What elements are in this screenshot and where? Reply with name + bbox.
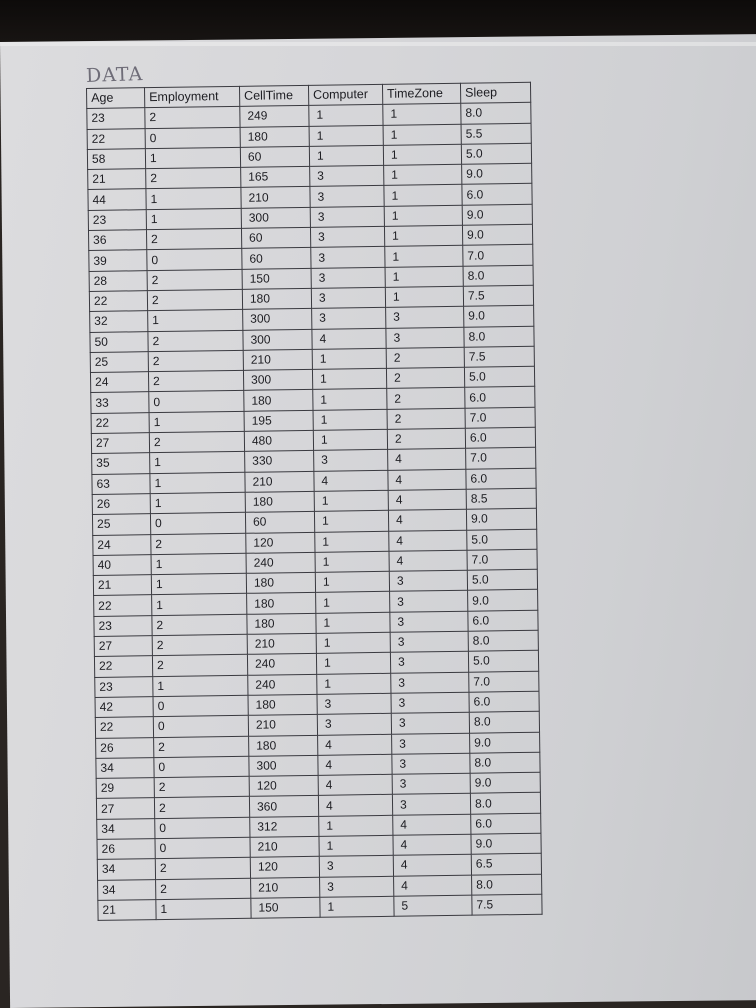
- cell-sleep: 5.0: [468, 651, 538, 672]
- cell-age: 22: [94, 595, 152, 616]
- cell-age: 23: [87, 108, 145, 129]
- cell-age: 34: [96, 757, 154, 778]
- cell-age: 58: [87, 149, 145, 170]
- cell-celltime: 240: [248, 674, 317, 695]
- cell-celltime: 210: [245, 471, 314, 492]
- cell-computer: 1: [319, 835, 393, 856]
- cell-computer: 3: [311, 287, 385, 308]
- cell-timezone: 1: [383, 104, 461, 125]
- cell-celltime: 180: [247, 613, 316, 634]
- cell-age: 50: [90, 331, 148, 352]
- cell-sleep: 9.0: [471, 833, 541, 854]
- cell-sleep: 8.0: [469, 711, 539, 732]
- cell-celltime: 180: [246, 572, 315, 593]
- cell-computer: 3: [311, 247, 385, 268]
- cell-employment: 2: [147, 269, 242, 291]
- cell-sleep: 5.0: [467, 529, 537, 550]
- cell-age: 33: [91, 392, 149, 413]
- cell-sleep: 6.0: [469, 691, 539, 712]
- cell-computer: 1: [309, 125, 383, 146]
- cell-computer: 4: [312, 328, 386, 349]
- cell-employment: 1: [150, 452, 245, 474]
- cell-age: 22: [87, 128, 145, 149]
- cell-age: 21: [88, 169, 146, 190]
- cell-employment: 1: [150, 472, 245, 494]
- cell-sleep: 7.0: [465, 407, 535, 428]
- cell-computer: 4: [318, 774, 392, 795]
- cell-celltime: 195: [244, 410, 313, 431]
- cell-computer: 1: [315, 531, 389, 552]
- cell-computer: 4: [318, 754, 392, 775]
- cell-employment: 0: [155, 817, 250, 839]
- cell-employment: 2: [156, 878, 251, 900]
- cell-employment: 0: [153, 715, 248, 737]
- cell-timezone: 4: [389, 550, 467, 571]
- cell-age: 32: [90, 311, 148, 332]
- cell-employment: 1: [151, 573, 246, 595]
- cell-celltime: 249: [240, 106, 309, 127]
- cell-celltime: 60: [242, 248, 311, 269]
- cell-celltime: 210: [247, 633, 316, 654]
- cell-timezone: 3: [386, 307, 464, 328]
- cell-computer: 3: [310, 206, 384, 227]
- cell-timezone: 4: [388, 449, 466, 470]
- cell-computer: 3: [314, 450, 388, 471]
- cell-sleep: 9.0: [468, 590, 538, 611]
- cell-sleep: 6.0: [466, 468, 536, 489]
- cell-employment: 1: [146, 208, 241, 230]
- cell-computer: 1: [316, 632, 390, 653]
- cell-computer: 1: [313, 429, 387, 450]
- cell-computer: 4: [318, 795, 392, 816]
- cell-employment: 1: [151, 553, 246, 575]
- cell-employment: 0: [150, 513, 245, 535]
- cell-celltime: 210: [241, 187, 310, 208]
- cell-timezone: 1: [385, 266, 463, 287]
- cell-timezone: 3: [392, 733, 470, 754]
- cell-celltime: 300: [243, 370, 312, 391]
- header-sleep: Sleep: [460, 82, 530, 103]
- cell-computer: 3: [310, 166, 384, 187]
- cell-computer: 4: [314, 470, 388, 491]
- cell-computer: 1: [314, 511, 388, 532]
- cell-age: 24: [90, 372, 148, 393]
- cell-employment: 0: [149, 391, 244, 413]
- cell-age: 29: [96, 778, 154, 799]
- cell-celltime: 180: [245, 491, 314, 512]
- cell-sleep: 6.0: [465, 387, 535, 408]
- cell-computer: 1: [314, 490, 388, 511]
- cell-sleep: 9.0: [462, 224, 532, 245]
- cell-timezone: 2: [386, 367, 464, 388]
- cell-age: 21: [93, 575, 151, 596]
- cell-sleep: 5.0: [464, 366, 534, 387]
- cell-timezone: 3: [390, 611, 468, 632]
- cell-employment: 1: [149, 411, 244, 433]
- cell-computer: 1: [316, 592, 390, 613]
- cell-age: 39: [89, 250, 147, 271]
- cell-employment: 2: [152, 655, 247, 677]
- cell-sleep: 6.5: [471, 853, 541, 874]
- cell-celltime: 180: [247, 593, 316, 614]
- cell-age: 36: [88, 230, 146, 251]
- cell-celltime: 180: [240, 126, 309, 147]
- cell-celltime: 312: [250, 816, 319, 837]
- cell-timezone: 3: [390, 631, 468, 652]
- cell-age: 27: [94, 636, 152, 657]
- cell-celltime: 180: [249, 735, 318, 756]
- cell-celltime: 240: [246, 552, 315, 573]
- table-body: [87, 103, 542, 921]
- cell-computer: 3: [312, 308, 386, 329]
- cell-age: 26: [96, 737, 154, 758]
- cell-age: 28: [89, 270, 147, 291]
- cell-timezone: 1: [384, 164, 462, 185]
- cell-celltime: 165: [241, 167, 310, 188]
- cell-sleep: 7.0: [469, 671, 539, 692]
- cell-employment: 2: [147, 289, 242, 311]
- cell-timezone: 4: [388, 469, 466, 490]
- cell-timezone: 2: [387, 408, 465, 429]
- cell-employment: 0: [153, 695, 248, 717]
- cell-sleep: 8.0: [470, 793, 540, 814]
- cell-sleep: 9.0: [466, 508, 536, 529]
- cell-employment: 1: [148, 310, 243, 332]
- cell-timezone: 4: [393, 834, 471, 855]
- cell-employment: 2: [151, 533, 246, 555]
- cell-employment: 0: [145, 127, 240, 149]
- cell-computer: 1: [312, 368, 386, 389]
- cell-timezone: 4: [389, 530, 467, 551]
- cell-age: 22: [94, 656, 152, 677]
- cell-sleep: 7.5: [464, 346, 534, 367]
- cell-age: 27: [91, 433, 149, 454]
- cell-age: 40: [93, 554, 151, 575]
- cell-employment: 1: [145, 147, 240, 169]
- cell-computer: 1: [320, 896, 394, 917]
- cell-employment: 0: [155, 837, 250, 859]
- cell-celltime: 120: [249, 775, 318, 796]
- cell-age: 23: [94, 615, 152, 636]
- cell-employment: 2: [149, 431, 244, 453]
- header-employment: Employment: [145, 86, 240, 108]
- cell-employment: 2: [146, 168, 241, 190]
- cell-age: 22: [91, 412, 149, 433]
- cell-celltime: 300: [241, 207, 310, 228]
- cell-timezone: 3: [392, 753, 470, 774]
- cell-sleep: 8.0: [468, 630, 538, 651]
- cell-sleep: 7.0: [466, 448, 536, 469]
- cell-sleep: 7.5: [463, 285, 533, 306]
- cell-celltime: 60: [241, 227, 310, 248]
- cell-timezone: 3: [391, 692, 469, 713]
- cell-celltime: 210: [250, 836, 319, 857]
- cell-celltime: 120: [246, 532, 315, 553]
- cell-employment: 2: [152, 614, 247, 636]
- cell-celltime: 330: [245, 451, 314, 472]
- cell-employment: 2: [152, 634, 247, 656]
- cell-computer: 3: [319, 856, 393, 877]
- cell-employment: 2: [145, 107, 240, 129]
- cell-celltime: 300: [243, 309, 312, 330]
- cell-timezone: 1: [384, 225, 462, 246]
- header-computer: Computer: [308, 84, 382, 105]
- cell-employment: 2: [154, 797, 249, 819]
- cell-celltime: 360: [249, 796, 318, 817]
- cell-computer: 1: [319, 815, 393, 836]
- cell-computer: 1: [312, 348, 386, 369]
- data-table: [86, 82, 543, 921]
- cell-age: 23: [95, 676, 153, 697]
- cell-sleep: 6.0: [468, 610, 538, 631]
- cell-timezone: 1: [385, 246, 463, 267]
- cell-celltime: 300: [249, 755, 318, 776]
- header-age: Age: [87, 88, 145, 109]
- cell-age: 34: [97, 818, 155, 839]
- cell-timezone: 1: [384, 205, 462, 226]
- cell-sleep: 9.0: [462, 163, 532, 184]
- cell-employment: 1: [153, 675, 248, 697]
- cell-computer: 1: [316, 612, 390, 633]
- cell-timezone: 3: [390, 652, 468, 673]
- cell-computer: 1: [316, 653, 390, 674]
- cell-celltime: 240: [247, 654, 316, 675]
- cell-timezone: 4: [393, 814, 471, 835]
- cell-employment: 0: [154, 756, 249, 778]
- cell-age: 63: [92, 473, 150, 494]
- cell-age: 34: [97, 859, 155, 880]
- data-table-container: [86, 82, 543, 921]
- cell-age: 24: [93, 534, 151, 555]
- cell-celltime: 210: [251, 877, 320, 898]
- cell-timezone: 1: [384, 185, 462, 206]
- cell-timezone: 1: [383, 124, 461, 145]
- cell-sleep: 9.0: [464, 306, 534, 327]
- cell-celltime: 180: [244, 390, 313, 411]
- cell-age: 25: [90, 352, 148, 373]
- cell-sleep: 8.0: [463, 265, 533, 286]
- cell-celltime: 60: [240, 146, 309, 167]
- cell-age: 44: [88, 189, 146, 210]
- cell-employment: 2: [146, 228, 241, 250]
- cell-celltime: 120: [250, 857, 319, 878]
- cell-sleep: 8.0: [470, 752, 540, 773]
- cell-timezone: 3: [391, 672, 469, 693]
- cell-timezone: 2: [387, 428, 465, 449]
- cell-computer: 1: [317, 673, 391, 694]
- cell-employment: 2: [148, 330, 243, 352]
- cell-age: 23: [88, 209, 146, 230]
- cell-age: 35: [92, 453, 150, 474]
- cell-celltime: 480: [244, 430, 313, 451]
- cell-sleep: 7.0: [467, 549, 537, 570]
- cell-sleep: 9.0: [470, 772, 540, 793]
- cell-sleep: 8.0: [472, 874, 542, 895]
- cell-employment: 2: [154, 776, 249, 798]
- cell-computer: 3: [317, 693, 391, 714]
- cell-timezone: 2: [387, 388, 465, 409]
- cell-sleep: 9.0: [470, 732, 540, 753]
- cell-sleep: 8.5: [466, 488, 536, 509]
- cell-employment: 1: [152, 594, 247, 616]
- cell-computer: 3: [310, 186, 384, 207]
- cell-timezone: 4: [394, 875, 472, 896]
- cell-celltime: 60: [245, 512, 314, 533]
- cell-employment: 2: [148, 350, 243, 372]
- cell-employment: 1: [150, 492, 245, 514]
- cell-employment: 2: [148, 370, 243, 392]
- cell-celltime: 210: [248, 715, 317, 736]
- cell-employment: 0: [147, 249, 242, 271]
- cell-sleep: 9.0: [462, 204, 532, 225]
- cell-computer: 1: [315, 571, 389, 592]
- cell-age: 27: [96, 798, 154, 819]
- cell-computer: 3: [310, 226, 384, 247]
- cell-celltime: 300: [243, 329, 312, 350]
- cell-timezone: 3: [386, 327, 464, 348]
- cell-age: 22: [89, 291, 147, 312]
- cell-sleep: 7.5: [472, 894, 542, 915]
- cell-celltime: 210: [243, 349, 312, 370]
- cell-age: 42: [95, 697, 153, 718]
- cell-sleep: 6.0: [465, 427, 535, 448]
- cell-age: 26: [92, 494, 150, 515]
- cell-age: 22: [95, 717, 153, 738]
- cell-timezone: 4: [393, 854, 471, 875]
- cell-employment: 2: [154, 736, 249, 758]
- cell-computer: 3: [320, 876, 394, 897]
- cell-celltime: 180: [248, 694, 317, 715]
- header-celltime: CellTime: [239, 85, 308, 106]
- cell-sleep: 6.0: [471, 813, 541, 834]
- cell-age: 34: [98, 879, 156, 900]
- cell-timezone: 1: [385, 286, 463, 307]
- cell-employment: 1: [146, 188, 241, 210]
- cell-sleep: 6.0: [462, 184, 532, 205]
- cell-computer: 1: [313, 389, 387, 410]
- cell-computer: 1: [315, 551, 389, 572]
- cell-age: 21: [98, 899, 156, 920]
- cell-timezone: 4: [388, 489, 466, 510]
- cell-computer: 3: [317, 714, 391, 735]
- cell-celltime: 150: [242, 268, 311, 289]
- cell-sleep: 7.0: [463, 245, 533, 266]
- cell-celltime: 150: [251, 897, 320, 918]
- cell-timezone: 2: [386, 347, 464, 368]
- cell-celltime: 180: [242, 288, 311, 309]
- cell-sleep: 5.5: [461, 123, 531, 144]
- cell-timezone: 4: [388, 509, 466, 530]
- cell-sleep: 5.0: [461, 143, 531, 164]
- cell-age: 25: [92, 514, 150, 535]
- cell-timezone: 3: [390, 591, 468, 612]
- cell-sleep: 5.0: [467, 569, 537, 590]
- page-title: DATA: [85, 63, 144, 87]
- cell-employment: 1: [156, 898, 251, 920]
- cell-computer: 1: [313, 409, 387, 430]
- cell-computer: 1: [309, 105, 383, 126]
- cell-timezone: 3: [391, 712, 469, 733]
- cell-sleep: 8.0: [464, 326, 534, 347]
- cell-computer: 4: [318, 734, 392, 755]
- paper-edge: [0, 42, 756, 46]
- cell-sleep: 8.0: [461, 103, 531, 124]
- cell-age: 26: [97, 839, 155, 860]
- cell-timezone: 3: [389, 570, 467, 591]
- cell-timezone: 3: [392, 794, 470, 815]
- cell-computer: 3: [311, 267, 385, 288]
- cell-computer: 1: [309, 145, 383, 166]
- cell-timezone: 5: [394, 895, 472, 916]
- cell-timezone: 1: [383, 144, 461, 165]
- header-timezone: TimeZone: [382, 83, 460, 104]
- cell-timezone: 3: [392, 773, 470, 794]
- cell-employment: 2: [155, 858, 250, 880]
